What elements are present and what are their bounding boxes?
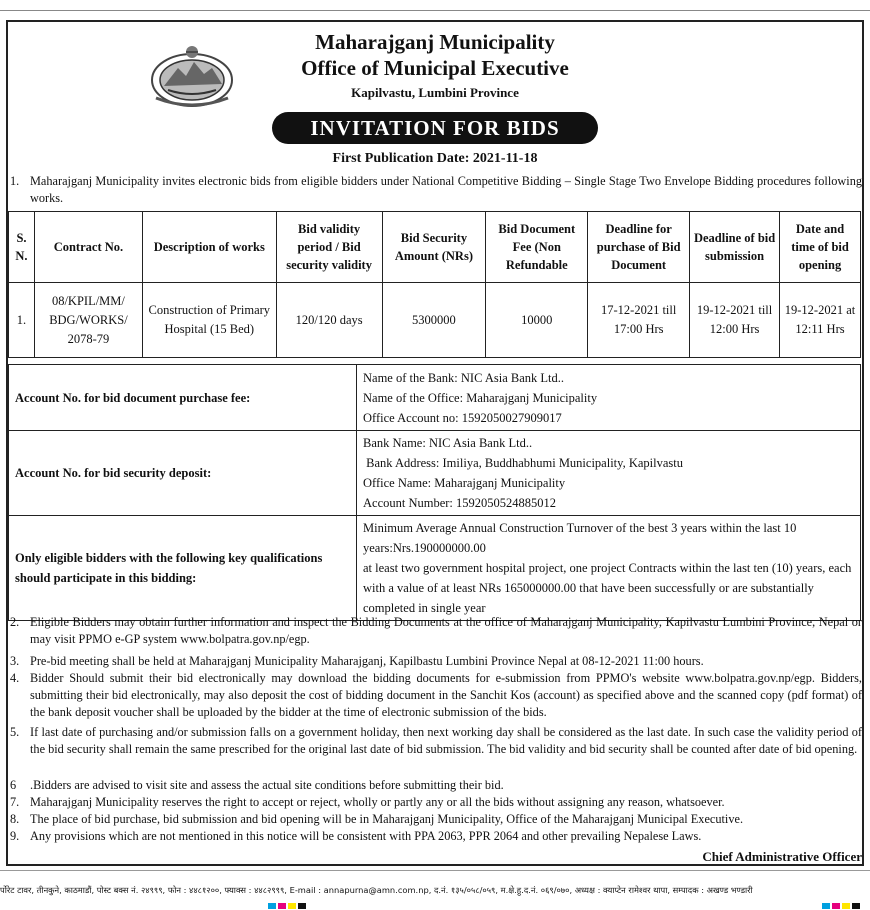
clause-text: Any provisions which are not mentioned in this notice will be consistent with PPA 2063, PPR 2064 and other prevailing Nepalese Laws. [30, 829, 702, 843]
clause-5 [10, 724, 862, 758]
registration-swatch [288, 903, 296, 909]
header-cell: S. N. [9, 212, 35, 283]
clause-number: 1. [10, 174, 20, 188]
clause-number: 2. [10, 615, 20, 629]
detail-line: Name of the Bank: NIC Asia Bank Ltd.. [363, 370, 565, 385]
table-cell: 19-12-2021 till 12:00 Hrs [690, 283, 780, 358]
header-cell: Date and time of bid opening [780, 212, 861, 283]
registration-swatch [268, 903, 276, 909]
clause-text: Eligible Bidders may obtain further information and inspect the Bidding Documents at the office of Maharajganj Municipality, Kapilvastu Lumbini Province, Nepal or may visit PPMO e-GP system www.bolpatra.gov.np/egp. [30, 615, 862, 646]
registration-swatch [278, 903, 286, 909]
table-row [9, 365, 861, 431]
detail-line: Name of the Office: Maharajganj Municipality [363, 390, 598, 405]
location: Kapilvastu, Lumbini Province [351, 85, 519, 100]
registration-swatch [852, 903, 860, 909]
clause-3 [10, 653, 862, 670]
publication-date: First Publication Date: 2021-11-18 [332, 151, 538, 166]
header-cell: Deadline of bid submission [690, 212, 780, 283]
accounts-table [8, 364, 861, 621]
header-cell: Bid validity period / Bid security validity [276, 212, 382, 283]
signature: Chief Administrative Officer [702, 849, 862, 864]
org-name: Maharajganj Municipality [315, 30, 555, 54]
registration-swatch [298, 903, 306, 909]
table-cell: 5300000 [382, 283, 486, 358]
table-cell: 120/120 days [276, 283, 382, 358]
table-row [9, 283, 861, 358]
detail-line: Office Name: Maharajganj Municipality [363, 476, 566, 490]
clause-text: Maharajganj Municipality reserves the right to accept or reject, wholly or partly any or all the bids without assigning any reason, whatsoever. [30, 795, 725, 809]
header-cell: Bid Security Amount (NRs) [382, 212, 486, 283]
table-cell: Construction of Primary Hospital (15 Bed) [142, 283, 276, 358]
header-cell: Deadline for purchase of Bid Document [588, 212, 690, 283]
header-cell: Contract No. [34, 212, 142, 283]
clause-number: 7. [10, 795, 20, 809]
registration-swatch [832, 903, 840, 909]
clause-text: If last date of purchasing and/or submission falls on a government holiday, then next working day shall be considered as the last date. In such case the validity period of the bid security shall remain the same prescribed for the original last date of bid submission. The bid validity and bid security shall be counted after date of bid opening. [30, 725, 862, 756]
bid-table [8, 211, 861, 358]
clause-9 [10, 828, 862, 845]
registration-marks-left [268, 903, 308, 909]
detail-line: Bank Address: Imiliya, Buddhabhumi Municipality, Kapilvastu [363, 456, 683, 470]
office-name: Office of Municipal Executive [301, 56, 569, 80]
account-label: Account No. for bid document purchase fee: [9, 365, 357, 431]
detail-line: Minimum Average Annual Construction Turnover of the best 3 years within the last 10 years:Nrs.190000000.00 [363, 521, 797, 555]
table-cell: 08/KPIL/MM/ BDG/WORKS/ 2078-79 [34, 283, 142, 358]
table-cell: 1. [9, 283, 35, 358]
bottom-rule [0, 870, 870, 871]
table-cell: 19-12-2021 at 12:11 Hrs [780, 283, 861, 358]
clause-2 [10, 614, 862, 648]
detail-line: Account Number: 1592050524885012 [363, 496, 557, 510]
table-cell: 17-12-2021 till 17:00 Hrs [588, 283, 690, 358]
clause-number: 4. [10, 671, 20, 685]
account-details [357, 431, 861, 516]
clause-number: 3. [10, 654, 20, 668]
publisher-footer: र्पोरेट टावर, तीनकुने, काठमाडौं, पोस्ट बक्स नं. २४९९९, फोन : ४४८१२००, फ्याक्स : ४४८२९९९, E-mail : annapurna@amn.com.np, द.नं. १३५/०५८/०५९, म.क्षे.हु.द.नं. ०६९/०७०, अध्यक्ष : क्याप्टेन रामेश्वर थापा, सम्पादक : अखण्ड भण्डारी [0, 885, 753, 895]
clause-6 [10, 777, 862, 794]
clause-text: Pre-bid meeting shall be held at Maharajganj Municipality Maharajganj, Kapilbastu Lumbini Province Nepal at 08-12-2021 11:00 hours. [30, 654, 704, 668]
clause-number: 6 [10, 778, 17, 792]
clause-4 [10, 670, 862, 721]
qualification-label: Only eligible bidders with the following key qualifications should participate in this bidding: [9, 516, 357, 621]
clause-text: The place of bid purchase, bid submission and bid opening will be in Maharajganj Municipality, Office of the Maharajganj Municipal Executive. [30, 812, 744, 826]
detail-line: Bank Name: NIC Asia Bank Ltd.. [363, 436, 533, 450]
title-banner: INVITATION FOR BIDS [272, 112, 598, 144]
table-cell: 10000 [486, 283, 588, 358]
clause-number: 8. [10, 812, 20, 826]
clause-text: Maharajganj Municipality invites electronic bids from eligible bidders under National Competitive Bidding – Single Stage Two Envelope Bidding procedures following works. [30, 174, 862, 205]
header-cell: Description of works [142, 212, 276, 283]
qualification-details [357, 516, 861, 621]
table-header-row [9, 212, 861, 283]
registration-swatch [822, 903, 830, 909]
clause-number: 9. [10, 829, 20, 843]
detail-line: at least two government hospital project, one project Contracts within the last ten (10) years, each with a value of at least NRs 165000000.00 that have been successfully or are substantially completed in single year [363, 561, 852, 615]
clause-8 [10, 811, 862, 828]
header-cell: Bid Document Fee (Non Refundable [486, 212, 588, 283]
top-rule [0, 10, 870, 11]
registration-marks-right [822, 903, 862, 909]
detail-line: Office Account no: 1592050027909017 [363, 410, 562, 425]
intro-paragraph [10, 173, 862, 207]
table-row [9, 431, 861, 516]
clause-number: 5. [10, 725, 20, 739]
clause-text: Bidder Should submit their bid electronically may download the bidding documents for e-submission from PPMO's website www.bolpatra.gov.np/egp. Bidders, submitting their bid electronically, may also deposit the cost of bidding document in the Sanchit Kos (account) as specified above and the scanned copy (pdf format) of the bank deposit voucher shall be uploaded by the bidder at the time of electronic submission of the bids. [30, 671, 862, 719]
clause-7 [10, 794, 862, 811]
clause-text: .Bidders are advised to visit site and assess the actual site conditions before submitting their bid. [30, 778, 504, 792]
account-label: Account No. for bid security deposit: [9, 431, 357, 516]
account-details [357, 365, 861, 431]
registration-swatch [842, 903, 850, 909]
table-row [9, 516, 861, 621]
